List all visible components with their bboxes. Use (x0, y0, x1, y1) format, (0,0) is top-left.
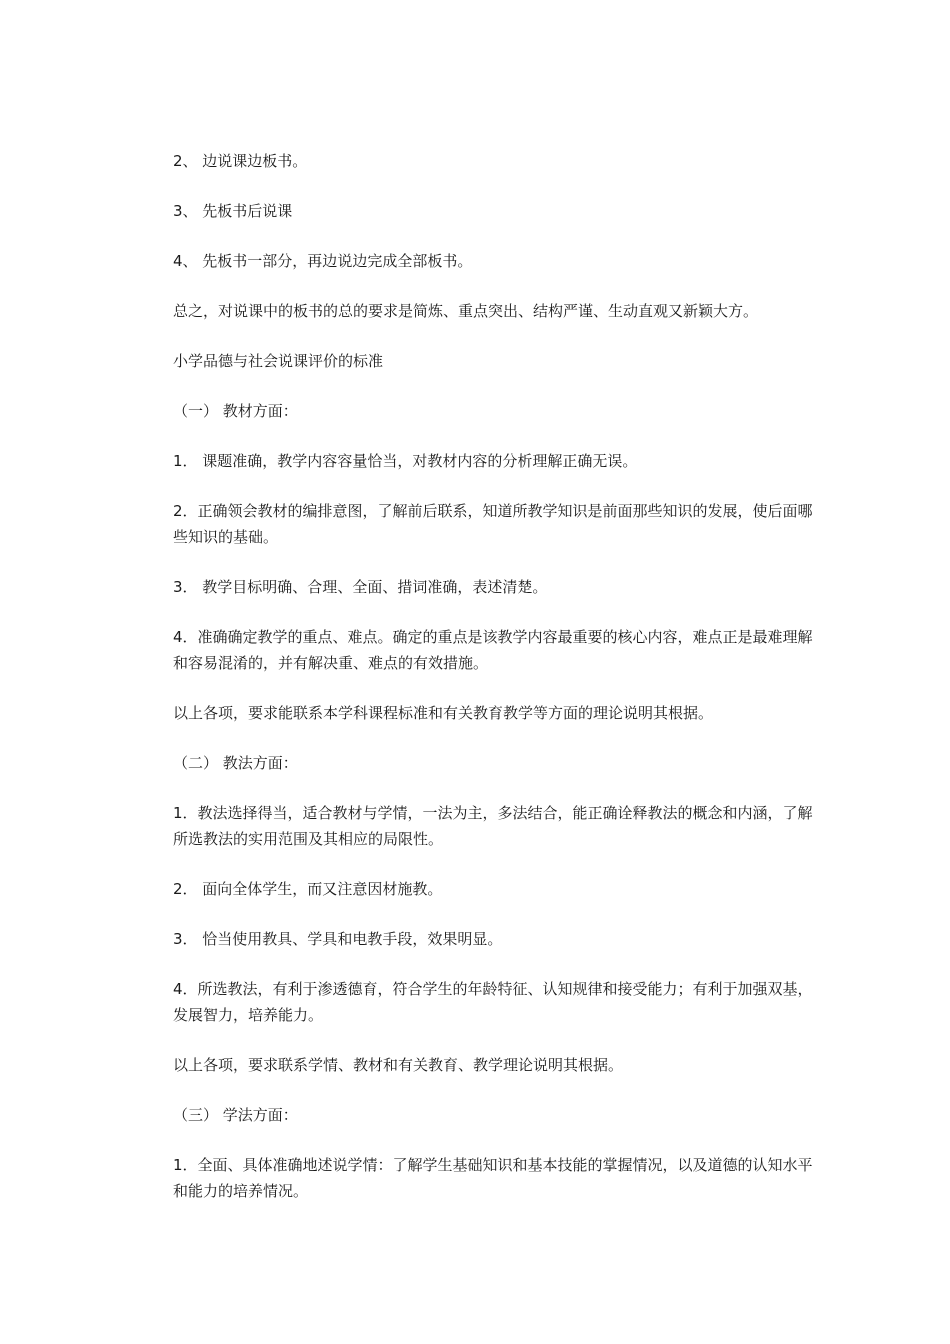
paragraph: 1．全面、具体准确地述说学情：了解学生基础知识和基本技能的掌握情况，以及道德的认知水平和能力的培养情况。 (173, 1156, 813, 1200)
paragraph: 2．正确领会教材的编排意图，了解前后联系，知道所教学知识是前面那些知识的发展，使后面哪些知识的基础。 (173, 502, 813, 546)
paragraph: 4、 先板书一部分，再边说边完成全部板书。 (173, 252, 473, 270)
paragraph: 总之，对说课中的板书的总的要求是简炼、重点突出、结构严谨、生动直观又新颖大方。 (173, 302, 759, 320)
paragraph: 4．准确确定教学的重点、难点。确定的重点是该教学内容最重要的核心内容，难点正是最难理解和容易混淆的，并有解决重、难点的有效措施。 (173, 628, 813, 672)
section-heading: （一） 教材方面： (173, 402, 298, 420)
section-heading: （二） 教法方面： (173, 754, 298, 772)
paragraph: 2、 边说课边板书。 (173, 152, 308, 170)
paragraph: 4．所选教法，有利于渗透德育，符合学生的年龄特征、认知规律和接受能力；有利于加强双基，发展智力，培养能力。 (173, 980, 813, 1024)
paragraph: 3． 恰当使用教具、学具和电教手段，效果明显。 (173, 930, 503, 948)
paragraph: 2． 面向全体学生，而又注意因材施教。 (173, 880, 443, 898)
paragraph: 以上各项，要求能联系本学科课程标准和有关教育教学等方面的理论说明其根据。 (173, 704, 714, 722)
paragraph: 1．教法选择得当，适合教材与学情，一法为主，多法结合，能正确诠释教法的概念和内涵，了解所选教法的实用范围及其相应的局限性。 (173, 804, 813, 848)
paragraph: 以上各项，要求联系学情、教材和有关教育、教学理论说明其根据。 (173, 1056, 624, 1074)
section-heading: （三） 学法方面： (173, 1106, 298, 1124)
paragraph: 3、 先板书后说课 (173, 202, 293, 220)
section-title: 小学品德与社会说课评价的标准 (173, 352, 384, 370)
document-page (173, 148, 813, 1228)
paragraph: 1． 课题准确，教学内容容量恰当，对教材内容的分析理解正确无误。 (173, 452, 638, 470)
paragraph: 3． 教学目标明确、合理、全面、措词准确，表述清楚。 (173, 578, 548, 596)
